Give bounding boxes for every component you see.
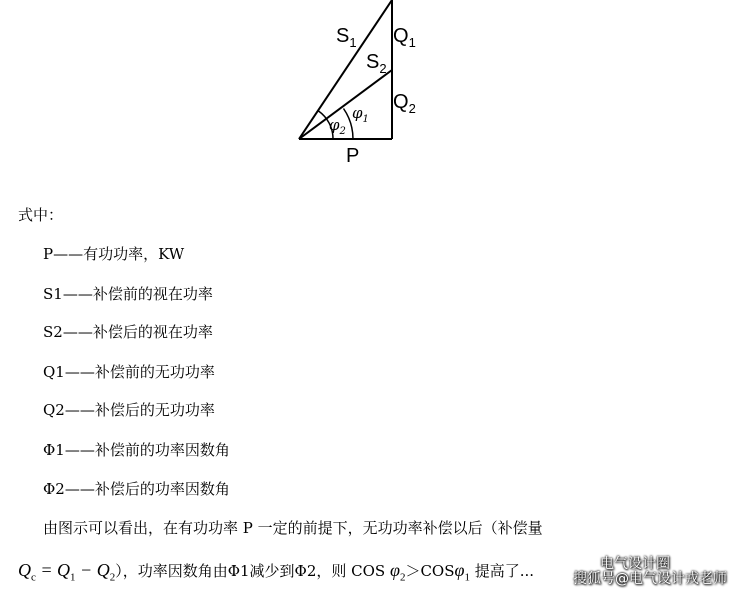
paragraph-line-2 bbox=[18, 560, 534, 588]
q1-label: $Q_1$ bbox=[393, 25, 416, 50]
def-q1: Q1——补偿前的无功功率 bbox=[43, 363, 215, 381]
intro-text: 式中： bbox=[18, 206, 64, 224]
def-s2: S2——补偿后的视在功率 bbox=[43, 323, 213, 341]
def-p: P——有功功率，KW bbox=[43, 245, 185, 263]
qc-formula: $Q_c = Q_1 - Q_2$ bbox=[18, 560, 116, 584]
s2-label: $S_2$ bbox=[366, 51, 387, 76]
power-triangle-diagram bbox=[0, 0, 743, 180]
phi2-label: $\varphi_2$ bbox=[329, 116, 346, 137]
gt-cos-text: ＞COS bbox=[405, 562, 455, 580]
def-phi1: Φ1——补偿前的功率因数角 bbox=[43, 441, 230, 459]
phi1-label: $\varphi_1$ bbox=[352, 104, 369, 125]
watermark-brand: 电气设计圈 bbox=[600, 556, 670, 572]
def-phi2: Φ2——补偿后的功率因数角 bbox=[43, 480, 230, 498]
paragraph-line-1: 由图示可以看出，在有功功率 P 一定的前提下，无功功率补偿以后（补偿量 bbox=[43, 519, 543, 537]
p-label: P bbox=[346, 145, 360, 167]
phi2-inline: $\varphi_2$ bbox=[389, 560, 406, 584]
phi1-inline: $\varphi_1$ bbox=[454, 560, 470, 584]
def-s1: S1——补偿前的视在功率 bbox=[43, 285, 213, 303]
q2-label: $Q_2$ bbox=[393, 91, 416, 116]
paragraph-tail-text: 提高了... bbox=[469, 562, 535, 580]
paragraph-mid-text: ），功率因数角由Φ1减少到Φ2，则 COS bbox=[115, 562, 390, 580]
watermark-source: 搜狐号@电气设计戎老师 bbox=[573, 571, 727, 587]
def-q2: Q2——补偿后的无功功率 bbox=[43, 401, 215, 419]
s1-label: $S_1$ bbox=[336, 25, 357, 50]
